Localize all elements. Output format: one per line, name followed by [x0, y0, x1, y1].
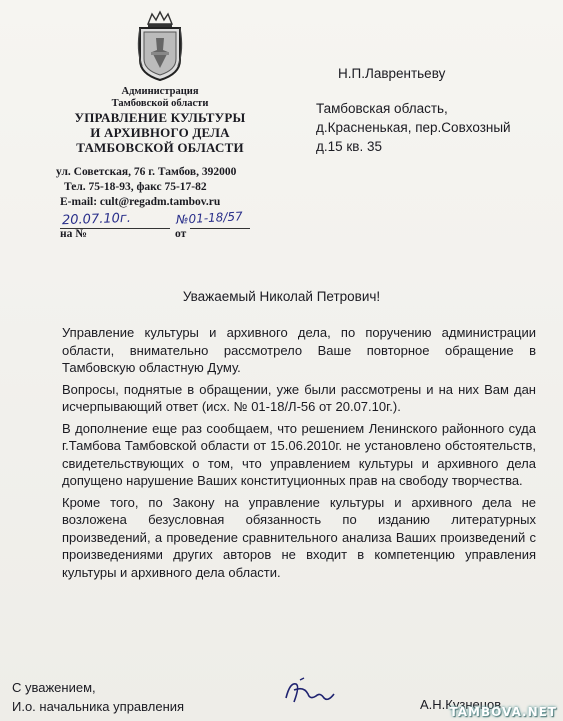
signer-name: А.Н.Кузнецов	[420, 697, 502, 712]
underline	[190, 228, 250, 229]
reference-number-label: на №	[60, 228, 87, 240]
paragraph: В дополнение еще раз сообщаем, что решением Ленинского районного суда г.Тамбова Тамбовской области от 15.06.2010г. не установлено обстоятельств, свидетельствующих о том, что управлением культуры и архивного дела допущено нарушение Ваших конституционных прав на свободу творчества.	[62, 420, 536, 488]
letter-body	[62, 324, 536, 585]
recipient-block	[316, 64, 511, 156]
signer-position: И.о. начальника управления	[12, 699, 185, 714]
letterhead-line: УПРАВЛЕНИЕ КУЛЬТУРЫ	[74, 110, 246, 125]
sender-address: ул. Советская, 76 г. Тамбов, 392000	[56, 166, 237, 178]
recipient-region: Тамбовская область,	[316, 101, 448, 116]
coat-of-arms-emblem	[134, 10, 186, 84]
recipient-name: Н.П.Лаврентьеву	[338, 66, 446, 81]
letterhead-title	[40, 86, 280, 155]
letterhead-line: И АРХИВНОГО ДЕЛА	[90, 125, 230, 140]
registration-number: №01-18/57	[175, 209, 243, 227]
sender-email: E-mail: cult@regadm.tambov.ru	[60, 196, 221, 208]
letterhead-line: ТАМБОВСКОЙ ОБЛАСТИ	[76, 140, 244, 155]
recipient-house: д.15 кв. 35	[316, 139, 382, 154]
paragraph: Управление культуры и архивного дела, по поручению администрации области, внимательно рассмотрело Ваше повторное обращение в Тамбовскую областную Думу.	[62, 325, 536, 375]
greeting: Уважаемый Николай Петрович!	[182, 289, 381, 304]
handwritten-signature	[280, 676, 350, 710]
paragraph: Вопросы, поднятые в обращении, уже были рассмотрены и на них Вам дан исчерпывающий ответ (исх. № 01-18/Л-56 от 20.07.10г.).	[62, 381, 536, 414]
letterhead-line: Тамбовской области	[111, 98, 209, 109]
recipient-locality: д.Красненькая, пер.Совхозный	[316, 120, 511, 135]
site-watermark: TAMBOVA.NET	[449, 705, 557, 719]
letterhead-contacts	[56, 165, 236, 210]
sender-phones: Тел. 75-18-93, факс 75-17-82	[64, 181, 207, 193]
paragraph: Кроме того, по Закону на управление культуры и архивного дела не возложена безусловная обязанность по изданию литературных произведений, а проведение сравнительного анализа Ваших произведений с произведениями других авторов не входит в компетенцию управления культуры и архивного дела области.	[62, 494, 536, 580]
closing-block	[12, 678, 184, 716]
closing-regards: С уважением,	[12, 680, 96, 695]
registration-date: 20.07.10г.	[61, 210, 132, 229]
letterhead-line: Администрация	[121, 86, 199, 97]
registration-line	[60, 209, 250, 242]
reference-date-label: от	[175, 228, 187, 240]
